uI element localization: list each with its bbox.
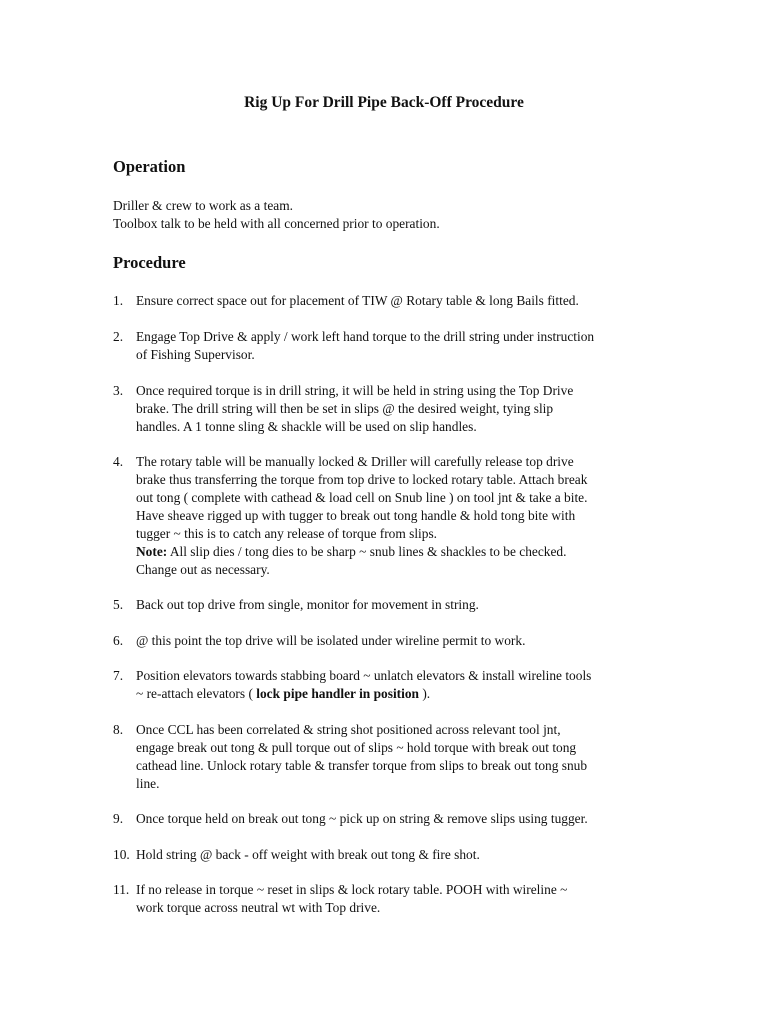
note-text: All slip dies / tong dies to be sharp ~ snub lines & shackles to be checked. <box>167 544 567 559</box>
note-line: Change out as necessary. <box>136 562 270 577</box>
step-line: tugger ~ this is to catch any release of torque from slips. <box>136 526 438 541</box>
step-line: Hold string @ back - off weight with break out tong & fire shot. <box>136 847 480 862</box>
step-line: out tong ( complete with cathead & load cell on Snub line ) on tool jnt & take a bite. <box>136 490 588 505</box>
step-line: work torque across neutral wt with Top drive. <box>136 900 381 915</box>
step-line: line. <box>136 776 160 791</box>
document-title: Rig Up For Drill Pipe Back-Off Procedure <box>244 94 524 111</box>
operation-line: Driller & crew to work as a team. <box>113 198 293 213</box>
step-number: 10. <box>113 847 130 862</box>
procedure-step <box>113 382 673 436</box>
step-line: Once torque held on break out tong ~ pick up on string & remove slips using tugger. <box>136 811 588 826</box>
note-label: Note: <box>136 544 168 559</box>
operation-heading: Operation <box>113 157 186 176</box>
step-line: Once CCL has been correlated & string shot positioned across relevant tool jnt, <box>136 722 561 737</box>
step-text <box>136 721 676 793</box>
step-line: Position elevators towards stabbing board ~ unlatch elevators & install wireline tools <box>136 668 592 683</box>
procedure-step <box>113 453 673 579</box>
step-text <box>136 810 676 828</box>
step-text <box>136 632 676 650</box>
step-text <box>136 667 676 703</box>
step-number: 11. <box>113 882 130 897</box>
step-number: 1. <box>113 293 124 308</box>
step-text <box>136 846 676 864</box>
step-text <box>136 292 676 310</box>
operation-text <box>113 197 673 233</box>
procedure-step <box>113 810 673 828</box>
step-line-suffix: ). <box>419 686 431 701</box>
operation-line: Toolbox talk to be held with all concerned prior to operation. <box>113 216 440 231</box>
step-text <box>136 881 676 917</box>
step-line: The rotary table will be manually locked & Driller will carefully release top drive <box>136 454 574 469</box>
procedure-heading: Procedure <box>113 253 186 272</box>
step-line <box>136 685 676 703</box>
step-line: Engage Top Drive & apply / work left hand torque to the drill string under instruction <box>136 329 595 344</box>
procedure-step <box>113 667 673 703</box>
step-line: of Fishing Supervisor. <box>136 347 255 362</box>
note-line <box>136 543 676 561</box>
step-number: 4. <box>113 454 124 469</box>
step-text <box>136 382 676 436</box>
step-text <box>136 453 676 579</box>
step-line: If no release in torque ~ reset in slips & lock rotary table. POOH with wireline ~ <box>136 882 568 897</box>
step-line: Have sheave rigged up with tugger to break out tong handle & hold tong bite with <box>136 508 576 523</box>
step-line-prefix: ~ re-attach elevators ( <box>136 686 257 701</box>
procedure-step <box>113 292 673 310</box>
step-number: 5. <box>113 597 124 612</box>
procedure-step <box>113 596 673 614</box>
procedure-step <box>113 846 673 864</box>
step-text <box>136 596 676 614</box>
step-number: 8. <box>113 722 124 737</box>
step-line: Once required torque is in drill string, it will be held in string using the Top Drive <box>136 383 574 398</box>
step-number: 3. <box>113 383 124 398</box>
step-line: brake thus transferring the torque from top drive to locked rotary table. Attach break <box>136 472 588 487</box>
emphasis-text: lock pipe handler in position <box>256 686 419 701</box>
step-line: brake. The drill string will then be set in slips @ the desired weight, tying slip <box>136 401 554 416</box>
step-number: 7. <box>113 668 124 683</box>
step-text <box>136 328 676 364</box>
step-line: Ensure correct space out for placement of TIW @ Rotary table & long Bails fitted. <box>136 293 579 308</box>
step-line: @ this point the top drive will be isolated under wireline permit to work. <box>136 633 526 648</box>
procedure-step <box>113 632 673 650</box>
procedure-step <box>113 881 673 917</box>
step-number: 9. <box>113 811 124 826</box>
step-line: cathead line. Unlock rotary table & transfer torque from slips to break out tong snub <box>136 758 588 773</box>
step-line: Back out top drive from single, monitor for movement in string. <box>136 597 479 612</box>
step-line: engage break out tong & pull torque out of slips ~ hold torque with break out tong <box>136 740 577 755</box>
step-line: handles. A 1 tonne sling & shackle will be used on slip handles. <box>136 419 477 434</box>
procedure-step <box>113 328 673 364</box>
procedure-step <box>113 721 673 793</box>
step-number: 6. <box>113 633 124 648</box>
step-number: 2. <box>113 329 124 344</box>
